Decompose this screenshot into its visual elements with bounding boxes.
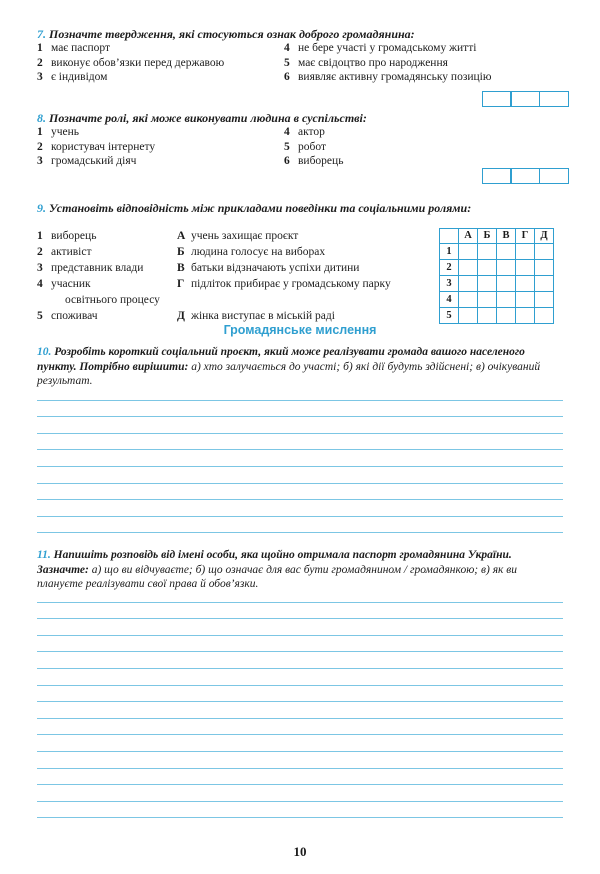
- q8-right-options: [284, 125, 343, 169]
- option-text: є індивідом: [51, 71, 108, 83]
- option-item: [284, 56, 491, 71]
- option-item: [37, 276, 160, 292]
- writing-line[interactable]: [37, 467, 563, 484]
- grid-answer-cell[interactable]: [535, 276, 554, 292]
- option-item: [177, 228, 391, 244]
- writing-line[interactable]: [37, 401, 563, 418]
- option-item: [37, 244, 160, 260]
- option-number: 5: [37, 310, 43, 322]
- option-text: не бере участі у громадському житті: [298, 42, 477, 54]
- option-text: виборець: [51, 230, 97, 242]
- q8-title: [37, 111, 367, 126]
- writing-line[interactable]: [37, 603, 563, 620]
- grid-answer-cell[interactable]: [535, 292, 554, 308]
- q8-number: 8.: [37, 111, 46, 125]
- grid-answer-cell[interactable]: [535, 260, 554, 276]
- q10-number: 10.: [37, 346, 52, 358]
- grid-col-header: В: [497, 229, 516, 244]
- writing-line[interactable]: [37, 517, 563, 534]
- grid-col-header: Д: [535, 229, 554, 244]
- grid-row-header: 5: [440, 308, 459, 324]
- q8-text: Позначте ролі, які може виконувати людина в суспільстві:: [49, 111, 367, 125]
- option-text: має свідоцтво про народження: [298, 56, 448, 69]
- option-number: 2: [37, 140, 43, 153]
- option-text: виявляє активну громадянську позицію: [298, 71, 492, 83]
- q10-bold: Розробіть короткий соціальний проєкт, який може реалізувати громада вашого населеного пункту. Потрібно вирішити:: [37, 346, 525, 373]
- q11-task: [37, 548, 563, 592]
- option-number: 3: [37, 155, 43, 167]
- option-item: [37, 70, 224, 85]
- option-text: батьки відзначають успіхи дитини: [191, 262, 360, 274]
- grid-answer-cell[interactable]: [478, 276, 497, 292]
- option-text: виборець: [298, 155, 344, 167]
- option-number: Д: [177, 310, 185, 322]
- option-text: учень захищає проєкт: [191, 230, 299, 242]
- grid-answer-cell[interactable]: [516, 260, 535, 276]
- option-text: учень: [51, 126, 80, 138]
- writing-line[interactable]: [37, 702, 563, 719]
- writing-line[interactable]: [37, 434, 563, 451]
- grid-row-header: 1: [440, 244, 459, 260]
- q7-right-options: [284, 41, 491, 85]
- grid-answer-cell[interactable]: [478, 292, 497, 308]
- option-item: [37, 56, 224, 71]
- option-number: А: [177, 230, 186, 242]
- option-text: споживач: [51, 310, 98, 322]
- grid-answer-cell[interactable]: [478, 260, 497, 276]
- option-text: підліток прибирає у громадському парку: [191, 278, 391, 290]
- option-item: [284, 70, 491, 85]
- option-text: має паспорт: [51, 42, 111, 54]
- q8-answer-boxes[interactable]: [483, 168, 569, 184]
- q11-rest: а) що ви відчуваєте; б) що означає для вас бути громадянином / громадянкою; в) як ви плануєте реалізувати свої права й обов’язки.: [37, 563, 518, 590]
- option-text: людина голосує на виборах: [191, 246, 326, 258]
- grid-answer-cell[interactable]: [497, 308, 516, 324]
- option-text: представник влади: [51, 262, 144, 274]
- option-item: [284, 140, 343, 155]
- option-number: Г: [177, 278, 185, 290]
- grid-answer-cell[interactable]: [497, 244, 516, 260]
- option-text: виконує обов’язки перед державою: [51, 56, 225, 69]
- grid-answer-cell[interactable]: [459, 292, 478, 308]
- writing-line[interactable]: [37, 769, 563, 786]
- option-text: освітнього процесу: [65, 294, 160, 306]
- option-number: 1: [37, 126, 43, 138]
- option-number: 4: [37, 278, 43, 290]
- grid-answer-cell[interactable]: [478, 308, 497, 324]
- grid-answer-cell[interactable]: [497, 276, 516, 292]
- option-item: [177, 244, 391, 260]
- q11-number: 11.: [37, 549, 51, 561]
- option-number: 4: [284, 42, 290, 54]
- writing-line[interactable]: [37, 450, 563, 467]
- grid-row-header: 3: [440, 276, 459, 292]
- writing-line[interactable]: [37, 500, 563, 517]
- option-number: В: [177, 262, 185, 274]
- writing-line[interactable]: [37, 686, 563, 703]
- writing-line[interactable]: [37, 384, 563, 401]
- writing-line[interactable]: [37, 586, 563, 603]
- option-item: [284, 154, 343, 169]
- grid-answer-cell[interactable]: [535, 244, 554, 260]
- q7-answer-boxes[interactable]: [483, 91, 569, 107]
- q10-rest: а) хто залучається до участі; б) які дії будуть здійснені; в) очікуваний результат.: [37, 360, 541, 387]
- grid-row-header: 4: [440, 292, 459, 308]
- writing-line[interactable]: [37, 802, 563, 819]
- grid-corner: [440, 229, 459, 244]
- q9-number: 9.: [37, 201, 46, 215]
- option-number: 1: [37, 230, 43, 242]
- option-number: 6: [284, 155, 290, 167]
- q9-text: Установіть відповідність між прикладами поведінки та соціальними ролями:: [49, 201, 472, 215]
- grid-answer-cell[interactable]: [497, 292, 516, 308]
- option-number: 5: [284, 140, 290, 153]
- grid-col-header: Б: [478, 229, 497, 244]
- grid-answer-cell[interactable]: [516, 308, 535, 324]
- writing-line[interactable]: [37, 652, 563, 669]
- section-title: Громадянське мислення: [223, 323, 377, 337]
- option-item: [284, 41, 491, 56]
- option-text: актор: [298, 126, 325, 138]
- option-number: Б: [177, 246, 185, 258]
- option-number: 3: [37, 262, 43, 274]
- option-text: учасник: [51, 278, 91, 290]
- writing-line[interactable]: [37, 636, 563, 653]
- option-item: [37, 260, 160, 276]
- q11-writing-lines[interactable]: [37, 586, 563, 818]
- option-text: користувач інтернету: [51, 140, 156, 153]
- option-number: 5: [284, 56, 290, 69]
- grid-answer-cell[interactable]: [497, 260, 516, 276]
- writing-line[interactable]: [37, 735, 563, 752]
- answer-box[interactable]: [510, 91, 540, 107]
- option-number: 2: [37, 56, 43, 69]
- option-item: [177, 276, 391, 292]
- option-item: [37, 154, 155, 169]
- grid-row-header: 2: [440, 260, 459, 276]
- grid-answer-cell[interactable]: [459, 308, 478, 324]
- writing-line[interactable]: [37, 619, 563, 636]
- q9-roles: [37, 228, 160, 324]
- option-number: 3: [37, 71, 43, 83]
- page-number: 10: [293, 844, 307, 859]
- option-number: 1: [37, 42, 43, 54]
- grid-answer-cell[interactable]: [478, 244, 497, 260]
- option-text: жінка виступає в міській раді: [191, 310, 335, 322]
- q7-left-options: [37, 41, 224, 85]
- option-item: [37, 140, 155, 155]
- option-number: 4: [284, 126, 290, 138]
- answer-box[interactable]: [539, 91, 569, 107]
- q10-writing-lines[interactable]: [37, 384, 563, 533]
- answer-box[interactable]: [482, 91, 512, 107]
- q9-answer-grid: [439, 228, 554, 324]
- writing-line[interactable]: [37, 669, 563, 686]
- q7-text: Позначте твердження, які стосуються ознак доброго громадянина:: [49, 27, 415, 41]
- grid-answer-cell[interactable]: [459, 244, 478, 260]
- q9-title: [37, 201, 471, 216]
- q7-number: 7.: [37, 27, 46, 41]
- option-item: [37, 292, 160, 308]
- q7-title: [37, 27, 415, 42]
- option-item: [37, 308, 160, 324]
- grid-answer-cell[interactable]: [535, 308, 554, 324]
- answer-box[interactable]: [510, 168, 540, 184]
- option-item: [177, 308, 391, 324]
- grid-answer-cell[interactable]: [516, 276, 535, 292]
- option-item: [177, 260, 391, 276]
- answer-box[interactable]: [539, 168, 569, 184]
- q8-left-options: [37, 125, 155, 169]
- q9-examples: [177, 228, 391, 324]
- writing-line[interactable]: [37, 719, 563, 736]
- grid-answer-cell[interactable]: [459, 260, 478, 276]
- grid-answer-cell[interactable]: [516, 292, 535, 308]
- option-text: робот: [298, 140, 326, 153]
- option-number: 2: [37, 246, 43, 258]
- answer-box[interactable]: [482, 168, 512, 184]
- writing-line[interactable]: [37, 484, 563, 501]
- grid-col-header: Г: [516, 229, 535, 244]
- option-item: [37, 125, 155, 140]
- grid-answer-cell[interactable]: [459, 276, 478, 292]
- grid-answer-cell[interactable]: [516, 244, 535, 260]
- writing-line[interactable]: [37, 417, 563, 434]
- q10-task: [37, 345, 563, 389]
- option-number: 6: [284, 71, 290, 83]
- option-text: активіст: [51, 246, 92, 258]
- writing-line[interactable]: [37, 752, 563, 769]
- option-text: громадський діяч: [51, 155, 137, 167]
- option-item: [37, 228, 160, 244]
- writing-line[interactable]: [37, 785, 563, 802]
- grid-col-header: А: [459, 229, 478, 244]
- option-item: [284, 125, 343, 140]
- option-item: [37, 41, 224, 56]
- q11-bold: Напишіть розповідь від імені особи, яка щойно отримала паспорт громадянина України. Зазначте:: [37, 549, 512, 576]
